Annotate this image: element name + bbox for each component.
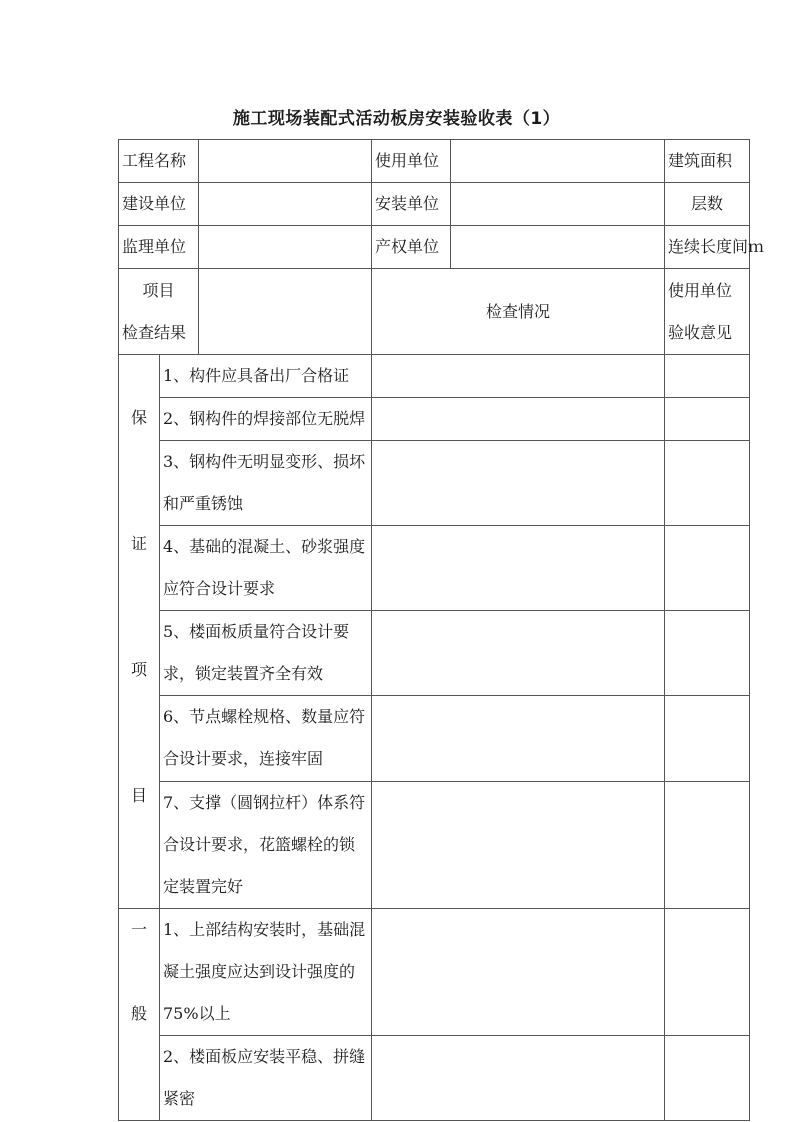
label-property-unit: 产权单位 bbox=[372, 226, 451, 269]
check-item-text: 1、上部结构安装时，基础混凝土强度应达到设计强度的75%以上 bbox=[160, 909, 372, 1036]
check-item-text: 5、楼面板质量符合设计要求，锁定装置齐全有效 bbox=[160, 611, 372, 696]
section-char: 目 bbox=[130, 786, 147, 805]
opinion-cell[interactable] bbox=[665, 782, 750, 909]
opinion-cell[interactable] bbox=[665, 909, 750, 1036]
opinion-cell[interactable] bbox=[665, 355, 750, 398]
value-supervision-unit[interactable] bbox=[199, 226, 372, 269]
check-item-text: 4、基础的混凝土、砂浆强度应符合设计要求 bbox=[160, 526, 372, 611]
check-row bbox=[119, 398, 750, 441]
label-user-unit: 使用单位 bbox=[372, 140, 451, 183]
check-status-cell[interactable] bbox=[372, 1036, 665, 1121]
opinion-cell[interactable] bbox=[665, 526, 750, 611]
section-label-general bbox=[119, 909, 160, 1121]
check-row bbox=[119, 611, 750, 696]
check-status-cell[interactable] bbox=[372, 441, 665, 526]
check-item-text: 2、钢构件的焊接部位无脱焊 bbox=[160, 398, 372, 441]
section-char: 般 bbox=[130, 1004, 147, 1023]
label-install-unit: 安装单位 bbox=[372, 183, 451, 226]
page-title: 施工现场装配式活动板房安装验收表（1） bbox=[232, 109, 561, 129]
info-row bbox=[119, 183, 750, 226]
check-status-cell[interactable] bbox=[372, 355, 665, 398]
value-project-name[interactable] bbox=[199, 140, 372, 183]
label-supervision-unit: 监理单位 bbox=[119, 226, 199, 269]
acceptance-table bbox=[118, 139, 765, 1121]
header-opinion bbox=[665, 269, 750, 355]
info-row bbox=[119, 140, 750, 183]
check-row bbox=[119, 909, 750, 1036]
section-label-guarantee bbox=[119, 355, 160, 909]
check-item-text: 7、支撑（圆钢拉杆）体系符合设计要求，花篮螺栓的锁定装置完好 bbox=[160, 782, 372, 909]
value-install-unit[interactable] bbox=[451, 183, 665, 226]
section-char: 项 bbox=[130, 660, 147, 679]
header-item-line1: 项目 bbox=[142, 280, 175, 300]
section-char: 证 bbox=[130, 534, 147, 553]
opinion-cell[interactable] bbox=[665, 696, 750, 782]
label-continuous-length: 连续长度间ｍ bbox=[665, 226, 750, 269]
header-row bbox=[119, 269, 750, 355]
label-project-name: 工程名称 bbox=[119, 140, 199, 183]
label-floors: 层数 bbox=[665, 183, 750, 226]
check-item-text: 1、构件应具备出厂合格证 bbox=[160, 355, 372, 398]
header-item-line2: 检查结果 bbox=[122, 322, 187, 342]
opinion-cell[interactable] bbox=[665, 441, 750, 526]
section-char: 一 bbox=[130, 920, 147, 939]
label-construction-unit: 建设单位 bbox=[119, 183, 199, 226]
header-blank bbox=[199, 269, 372, 355]
check-row bbox=[119, 696, 750, 782]
header-opinion-line1: 使用单位 bbox=[668, 280, 733, 300]
opinion-cell[interactable] bbox=[665, 398, 750, 441]
opinion-cell[interactable] bbox=[665, 611, 750, 696]
check-row bbox=[119, 355, 750, 398]
header-item bbox=[119, 269, 199, 355]
check-status-cell[interactable] bbox=[372, 398, 665, 441]
check-status-cell[interactable] bbox=[372, 526, 665, 611]
check-row bbox=[119, 526, 750, 611]
check-item-text: 3、钢构件无明显变形、损坏和严重锈蚀 bbox=[160, 441, 372, 526]
check-status-cell[interactable] bbox=[372, 782, 665, 909]
check-row bbox=[119, 441, 750, 526]
info-row bbox=[119, 226, 750, 269]
check-row bbox=[119, 782, 750, 909]
check-status-cell[interactable] bbox=[372, 696, 665, 782]
section-char: 保 bbox=[130, 408, 147, 427]
check-status-cell[interactable] bbox=[372, 909, 665, 1036]
check-status-cell[interactable] bbox=[372, 611, 665, 696]
header-opinion-line2: 验收意见 bbox=[668, 322, 733, 342]
header-check: 检查情况 bbox=[372, 269, 665, 355]
value-construction-unit[interactable] bbox=[199, 183, 372, 226]
check-row bbox=[119, 1036, 750, 1121]
opinion-cell[interactable] bbox=[665, 1036, 750, 1121]
value-property-unit[interactable] bbox=[451, 226, 665, 269]
check-item-text: 6、节点螺栓规格、数量应符合设计要求，连接牢固 bbox=[160, 696, 372, 782]
check-item-text: 2、楼面板应安装平稳、拼缝紧密 bbox=[160, 1036, 372, 1121]
label-building-area: 建筑面积 bbox=[665, 140, 750, 183]
value-user-unit[interactable] bbox=[451, 140, 665, 183]
